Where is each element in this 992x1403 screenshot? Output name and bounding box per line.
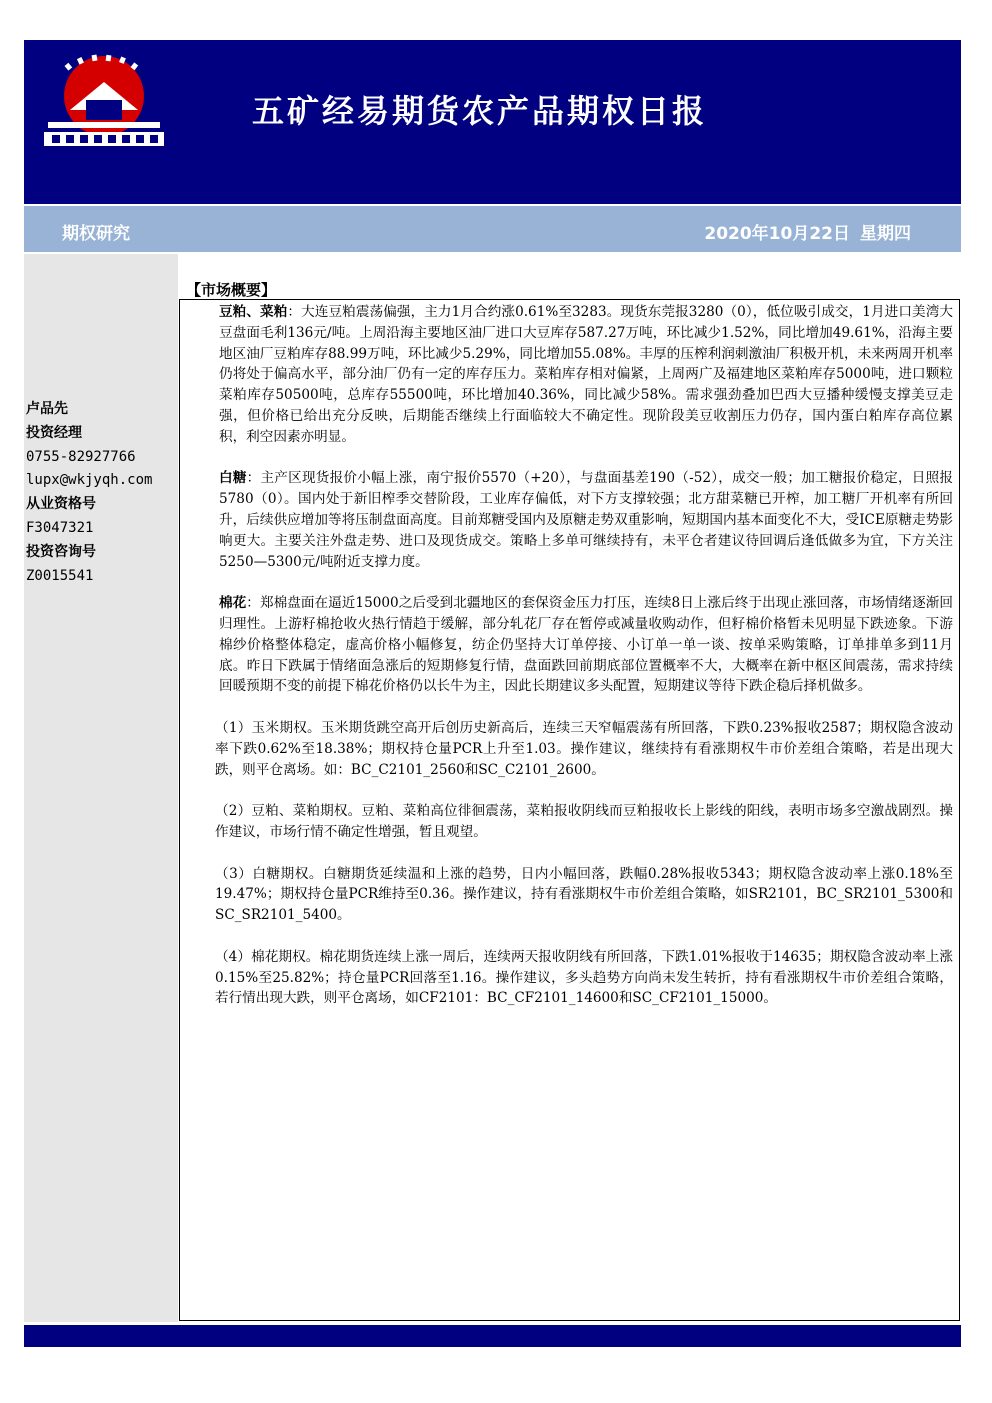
minmetals-logo-icon bbox=[40, 52, 168, 148]
paragraph-text: ：主产区现货报价小幅上涨，南宁报价5570（+20），与盘面基差190（-52），成交一般；加工糖报价稳定，日照报5780（0）。国内处于新旧榨季交替阶段，工业库存偏低，对下方支撑较强；北方甜菜糖已开榨，加工糖厂开机率有所回升，后续供应增加等将压制盘面高度。目前郑糖受国内及原糖走势双重影响，短期国内基本面变化不大，受ICE原糖走势影响更大。主要关注外盘走势、进口及现货成交。策略上多单可继续持有，未平仓者建议待回调后逢低做多为宜，下方关注5250—5300元/吨附近支撑力度。 bbox=[219, 470, 953, 570]
paragraph-soymeal bbox=[183, 302, 953, 448]
qualification-label: 从业资格号 bbox=[26, 496, 96, 513]
paragraph-text: ：郑棉盘面在逼近15000之后受到北疆地区的套保资金压力打压，连续8日上涨后终于出现止涨回落，市场情绪逐渐回归理性。上游籽棉抢收火热行情趋于缓解，部分轧花厂存在暂停或减量收购动作，但籽棉价格暂未见明显下跌迹象。下游棉纱价格整体稳定，虚高价格小幅修复，纺企仍坚持大订单停接、小订单一单一谈、按单采购策略，订单排单多到11月底。昨日下跌属于情绪面急涨后的短期修复行情，盘面跌回前期底部位置概率不大，大概率在新中枢区间震荡，需求持续回暖预期不变的前提下棉花价格仍以长牛为主，因此长期建议多头配置，短期建议等待下跌企稳后择机做多。 bbox=[219, 595, 954, 695]
report-header bbox=[24, 40, 961, 204]
analyst-name: 卢品先 bbox=[26, 401, 68, 417]
analyst-role: 投资经理 bbox=[26, 424, 82, 441]
advisory-label: 投资咨询号 bbox=[26, 543, 96, 560]
paragraph-sugar bbox=[183, 468, 953, 572]
analyst-phone: 0755-82927766 bbox=[26, 448, 136, 465]
report-body bbox=[179, 299, 960, 1321]
section-label: 期权研究 bbox=[62, 224, 130, 244]
paragraph-sugar-options: （3）白糖期权。白糖期货延续温和上涨的趋势，日内小幅回落，跌幅0.28%报收5343；期权隐含波动率上涨0.18%至19.47%；期权持仓量PCR维持至0.36。操作建议，持有看涨期权牛市价差组合策略，如SR2101，BC_SR2101_5300和SC_SR2101_5400。 bbox=[215, 865, 953, 924]
qualification-number: F3047321 bbox=[26, 519, 94, 536]
paragraph-label: 白糖 bbox=[219, 470, 247, 487]
section-band bbox=[24, 206, 961, 252]
paragraph-corn-options: （1）玉米期权。玉米期货跳空高开后创历史新高后，连续三天窄幅震荡有所回落，下跌0.23%报收2587；期权隐含波动率下跌0.62%至18.38%；期权持仓量PCR上升至1.03。操作建议，继续持有看涨期权牛市价差组合策略，若是出现大跌，则平仓离场。如：BC_C2101_2560和SC_C2101_2600。 bbox=[215, 719, 953, 778]
sidebar bbox=[24, 254, 178, 1322]
analyst-email[interactable]: lupx@wkjyqh.com bbox=[26, 472, 153, 489]
report-title: 五矿经易期货农产品期权日报 bbox=[252, 92, 708, 130]
advisory-number: Z0015541 bbox=[26, 567, 94, 584]
paragraph-cotton bbox=[183, 593, 953, 697]
report-date bbox=[694, 219, 911, 244]
footer-bar bbox=[24, 1325, 961, 1347]
paragraph-text: ：大连豆粕震荡偏强，主力1月合约涨0.61%至3283。现货东莞报3280（0），低位吸引成交，1月进口美湾大豆盘面毛利136元/吨。上周沿海主要地区油厂进口大豆库存587.27万吨，环比减少1.52%，同比增加49.61%，沿海主要地区油厂豆粕库存88.99万吨，环比减少5.29%，同比增加55.08%。丰厚的压榨利润刺激油厂积极开机，未来两周开机率仍将处于偏高水平，部分油厂仍有一定的库存压力。菜粕库存相对偏紧，上周两广及福建地区菜粕库存5000吨，进口颗粒菜粕库存50500吨，总库存55500吨，环比增加40.36%，同比减少58%。需求强劲叠加巴西大豆播种缓慢支撑美豆走强，但价格已给出充分反映，后期能否继续上行面临较大不确定性。现阶段美豆收割压力仍存，国内蛋白粕库存高位累积，利空因素亦明显。 bbox=[219, 304, 953, 445]
paragraph-label: 豆粕、菜粕 bbox=[219, 304, 288, 320]
paragraph-meal-options: （2）豆粕、菜粕期权。豆粕、菜粕高位徘徊震荡，菜粕报收阴线而豆粕报收长上影线的阳线，表明市场多空激战剧烈。操作建议，市场行情不确定性增强，暂且观望。 bbox=[215, 803, 953, 840]
market-overview-heading: 【市场概要】 bbox=[186, 281, 277, 299]
paragraph-cotton-options: （4）棉花期权。棉花期货连续上涨一周后，连续两天报收阴线有所回落，下跌1.01%报收于14635；期权隐含波动率上涨0.15%至25.82%；持仓量PCR回落至1.16。操作建议，多头趋势方向尚未发生转折，持有看涨期权牛市价差组合策略，若行情出现大跌，则平仓离场，如CF2101：BC_CF2101_14600和SC_CF2101_15000。 bbox=[215, 948, 953, 1007]
date-text: 2020年10月22日 bbox=[704, 224, 850, 244]
paragraph-label: 棉花 bbox=[219, 595, 247, 612]
weekday-text: 星期四 bbox=[860, 224, 911, 244]
contact-info bbox=[26, 398, 152, 588]
